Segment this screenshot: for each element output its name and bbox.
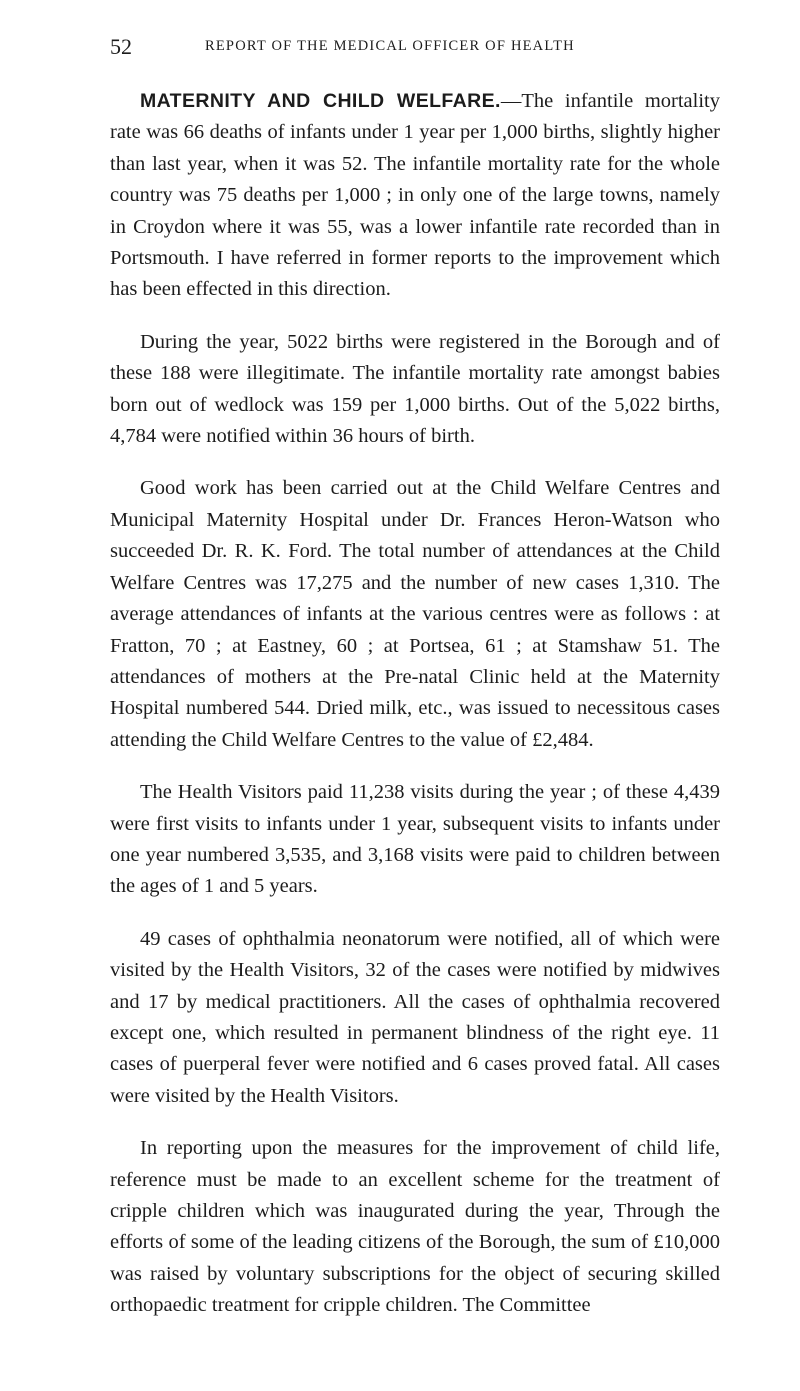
paragraph-child-welfare-centres: Good work has been carried out at the Child Welfare Centres and Municipal Maternity Hospital under Dr. Frances Heron-Watson who succeeded Dr. R. K. Ford. The total number of attendances at the Child Welfare Centres was 17,275 and the number of new cases 1,310. The average attendances of infants at the various centres were as follows : at Fratton, 70 ; at Eastney, 60 ; at Portsea, 61 ; at Stamshaw 51. The attendances of mothers at the Pre-natal Clinic held at the Maternity Hospital numbered 544. Dried milk, etc., was issued to necessitous cases attending the Child Welfare Centres to the value of £2,484. — [110, 477, 720, 751]
section-heading: MATERNITY AND CHILD WELFARE. — [140, 90, 501, 112]
running-header — [110, 34, 720, 59]
paragraph-infantile-mortality — [110, 86, 720, 306]
page-number: 52 — [110, 34, 132, 59]
report-body — [110, 86, 720, 1343]
paragraph-ophthalmia: 49 cases of ophthalmia neonatorum were notified, all of which were visited by the Health Visitors, 32 of the cases were notified by midwives and 17 by medical practitioners. All the cases of ophthalmia recovered except one, which resulted in permanent blindness of the right eye. 11 cases of puerperal fever were notified and 6 cases proved fatal. All cases were visited by the Health Visitors. — [110, 927, 720, 1107]
paragraph-text: —The infantile mortality rate was 66 deaths of infants under 1 year per 1,000 births, slightly higher than last year, when it was 52. The infantile mortality rate for the whole country was 75 deaths per 1,000 ; in only one of the large towns, namely in Croydon where it was 55, was a lower infantile rate recorded than in Portsmouth. I have referred in former reports to the improvement which has been effected in this direction. — [110, 90, 720, 301]
paragraph-health-visitors: The Health Visitors paid 11,238 visits during the year ; of these 4,439 were first visits to infants under 1 year, subsequent visits to infants under one year numbered 3,535, and 3,168 visits were paid to children between the ages of 1 and 5 years. — [110, 781, 720, 898]
paragraph-births: During the year, 5022 births were registered in the Borough and of these 188 were illegitimate. The infantile mortality rate amongst babies born out of wedlock was 159 per 1,000 births. Out of the 5,022 births, 4,784 were notified within 36 hours of birth. — [110, 330, 720, 448]
paragraph-cripple-children: In reporting upon the measures for the improvement of child life, reference must be made to an excellent scheme for the treatment of cripple children which was inaugurated during the year, Through the efforts of some of the leading citizens of the Borough, the sum of £10,000 was raised by voluntary subscriptions for the object of securing skilled orthopaedic treatment for cripple children. The Committee — [110, 1137, 720, 1317]
running-title: REPORT OF THE MEDICAL OFFICER OF HEALTH — [205, 38, 575, 54]
